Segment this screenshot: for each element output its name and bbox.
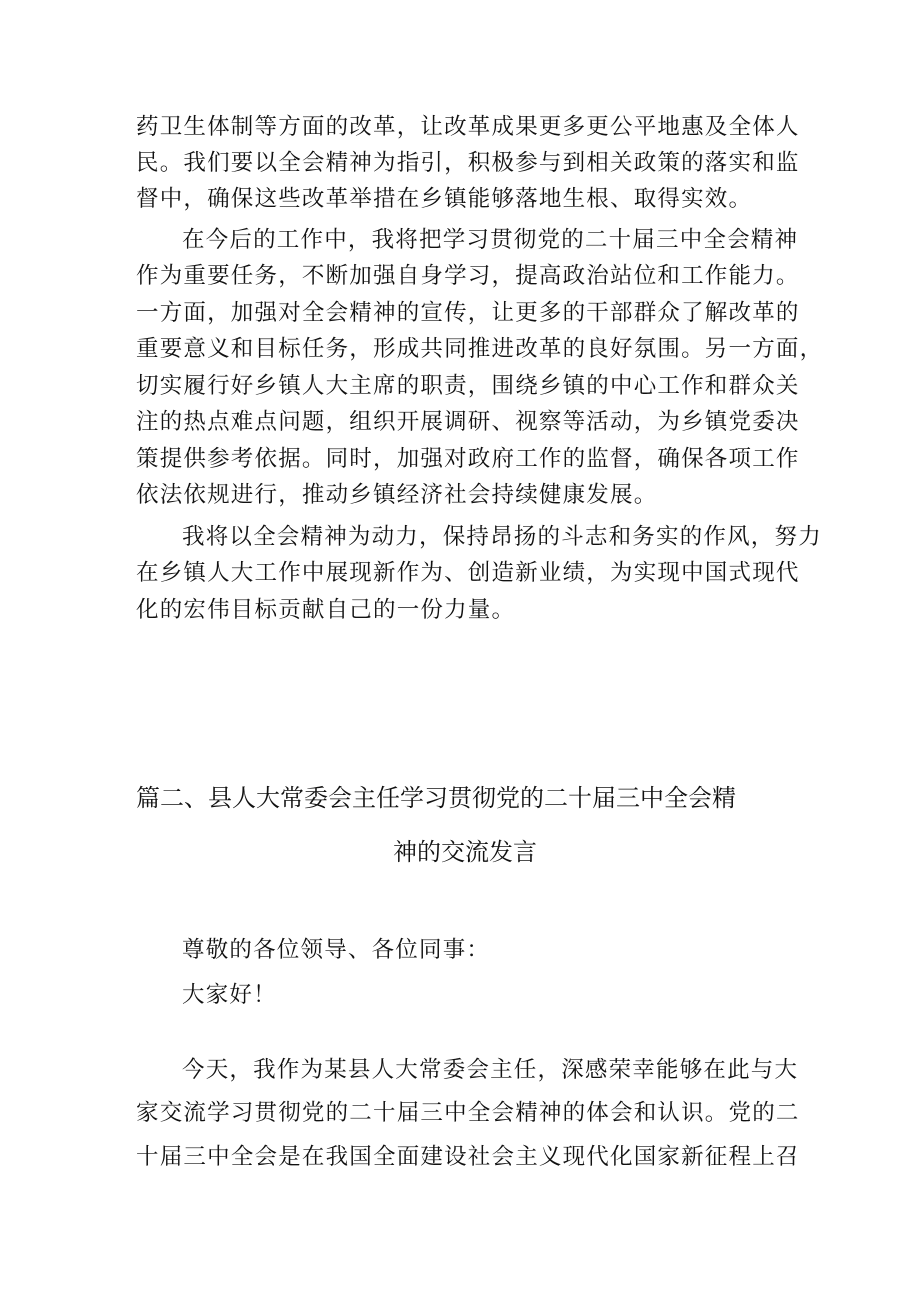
salutation: 尊敬的各位领导、各位同事： [182,937,491,963]
paragraph-line: 在今后的工作中，我将把学习贯彻党的二十届三中全会精神 [182,227,799,253]
section-title-line-2: 神的交流发言 [393,838,537,866]
paragraph-line: 在乡镇人大工作中展现新作为、创造新业绩，为实现中国式现代 [136,560,800,586]
paragraph-line: 依法依规进行，推动乡镇经济社会持续健康发展。 [136,482,658,508]
paragraph-line: 民。我们要以全会精神为指引，积极参与到相关政策的落实和监 [136,150,800,176]
paragraph-line: 今天，我作为某县人大常委会主任，深感荣幸能够在此与大 [182,1057,799,1083]
paragraph-line: 作为重要任务，不断加强自身学习，提高政治站位和工作能力。 [136,263,800,289]
paragraph-line: 切实履行好乡镇人大主席的职责，围绕乡镇的中心工作和群众关 [136,373,800,399]
paragraph-line: 家交流学习贯彻党的二十届三中全会精神的体会和认识。党的二 [136,1100,800,1126]
paragraph-line: 策提供参考依据。同时，加强对政府工作的监督，确保各项工作 [136,446,800,472]
greeting: 大家好！ [182,982,277,1008]
paragraph-line: 我将以全会精神为动力，保持昂扬的斗志和务实的作风，努力 [182,524,822,550]
paragraph-line: 一方面，加强对全会精神的宣传，让更多的干部群众了解改革的 [136,300,800,326]
paragraph-line: 重要意义和目标任务，形成共同推进改革的良好氛围。另一方面， [136,336,824,362]
paragraph-line: 注的热点难点问题，组织开展调研、视察等活动，为乡镇党委决 [136,409,800,435]
paragraph-line: 十届三中全会是在我国全面建设社会主义现代化国家新征程上召 [136,1144,800,1170]
section-title-line-1: 篇二、县人大常委会主任学习贯彻党的二十届三中全会精 [136,784,736,812]
paragraph-line: 化的宏伟目标贡献自己的一份力量。 [136,597,516,623]
paragraph-line: 督中，确保这些改革举措在乡镇能够落地生根、取得实效。 [136,186,753,212]
paragraph-line: 药卫生体制等方面的改革，让改革成果更多更公平地惠及全体人 [136,114,800,140]
